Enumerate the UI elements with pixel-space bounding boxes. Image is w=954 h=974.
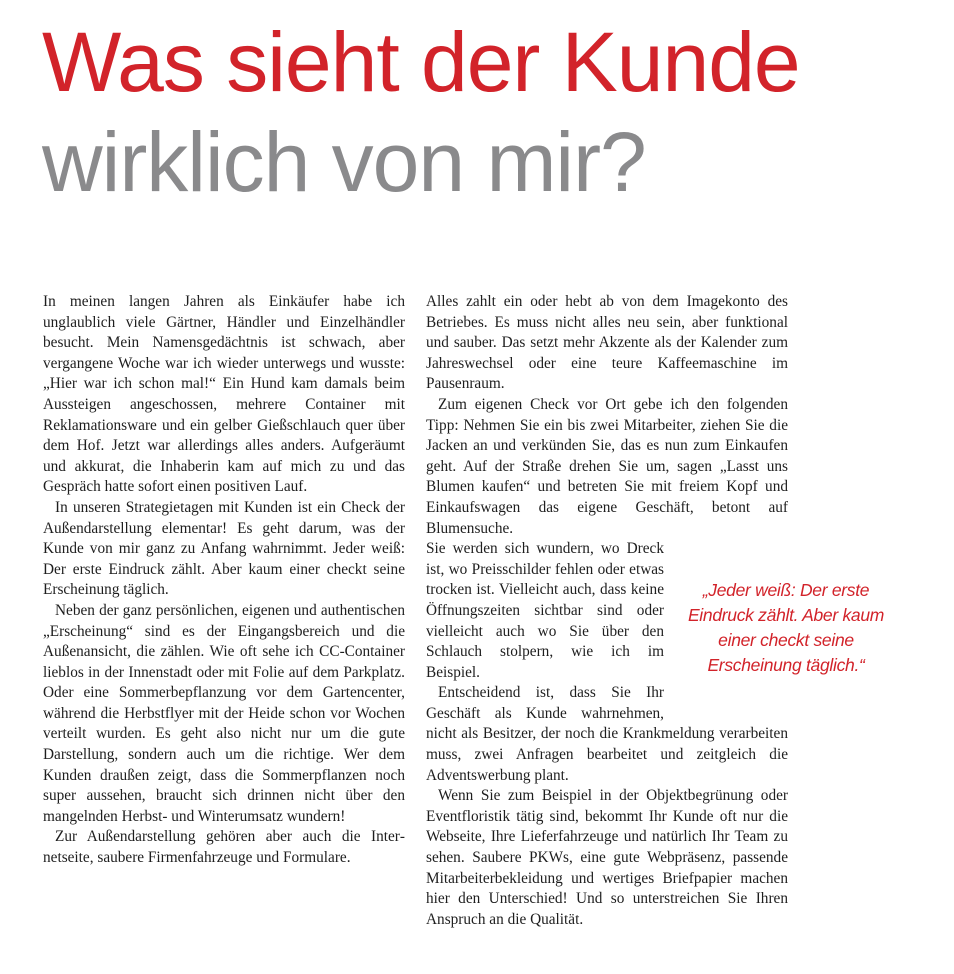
- paragraph: In unseren Strategietagen mit Kunden ist ein Check der Außendarstellung elementar! Es geht darum, was der Kunde von mir ganz zu Anfang wahrnimmt. Jeder weiß: Der erste Eindruck zählt. Aber kaum einer checkt seine Erscheinung täglich.: [43, 498, 405, 599]
- headline-line-2: wirklich von mir?: [42, 115, 646, 209]
- paragraph: Zur Außendarstellung gehören aber auch die Internetseite, saubere Firmenfahrzeuge und Formulare.: [43, 828, 405, 867]
- paragraph: In meinen langen Jahren als Einkäufer habe ich unglaublich viele Gärtner, Händler und Einzelhändler besucht. Mein Namensgedächtnis ist schwach, aber vergangene Woche war ich wieder unterwegs und wusste: „Hier war ich schon mal!“ Ein Hund kam damals beim Aussteigen angeschossen, mehrere Container mit Reklamationsware und ein gelber Gießschlauch quer über dem Hof. Jetzt war allerdings alles anders. Aufgeräumt und akkurat, die Inhaberin kam auf mich zu und das Gespräch hatte sofort einen positiven Lauf.: [43, 293, 405, 496]
- paragraph: Sie werden sich wundern, wo Dreck ist, wo Preisschilder fehlen oder etwas trocken ist. Vielleicht auch, dass keine Öffnungszeiten sichtbar sind oder vielleicht auch wo Sie über den Schlauch stolpern, wie ich im Beispiel.: [426, 540, 664, 681]
- paragraph: Zum eigenen Check vor Ort gebe ich den folgenden Tipp: Nehmen Sie ein bis zwei Mitarbeiter, ziehen Sie die Jacken an und verkünden Sie, das es nun zum Einkaufen geht. Auf der Straße drehen Sie um, sagen „Lasst uns Blumen kaufen“ und betreten Sie mit freiem Kopf und Einkaufswagen das eigene Geschäft, betont auf Blumensuche.: [426, 395, 788, 537]
- article-left-column: [43, 292, 405, 869]
- paragraph: Alles zahlt ein oder hebt ab von dem Imagekonto des Betriebes. Es muss nicht alles neu sein, aber funktional und sauber. Das setzt mehr Akzente als der Kalender zum Jahreswechsel oder eine teure Kaffeemaschine im Pausenraum.: [426, 293, 788, 393]
- paragraph: Neben der ganz persönlichen, eigenen und authentischen „Erscheinung“ sind es der Eingangsbereich und die Außenansicht, die zählen. Wie oft sehe ich CC-Container lieblos in der Innenstadt oder mit Folie auf dem Parkplatz. Oder eine Sommerbepflanzung vor dem Gartencenter, während die Herbstflyer mit der Heide schon vor Wochen verteilt wurden. Es geht also nicht nur um die gute Darstellung, sondern auch um die richtige. Wer dem Kunden draußen zeigt, dass die Sommerpflanzen noch super aussehen, braucht sich drinnen nicht über den mangelnden Herbst- und Winterumsatz wundern!: [43, 601, 405, 825]
- pull-quote: „Jeder weiß: Der erste Eindruck zählt. Aber kaum einer checkt seine Erscheinung täglich.“: [687, 580, 885, 675]
- headline-line-1: Was sieht der Kunde: [42, 15, 800, 109]
- paragraph: Entscheidend ist, dass Sie Ihr Geschäft als Kunde wahrnehmen, nicht als Besitzer, der noch die Krankmeldung verarbeiten muss, zwei Anfragen bearbeitet und zeitgleich die Adventswerbung plant.: [426, 684, 788, 784]
- paragraph: Wenn Sie zum Beispiel in der Objektbegrünung oder Eventfloristik tätig sind, bekommt Ihr Kunde oft nur die Webseite, Ihre Lieferfahrzeuge und natürlich Ihr Team zu sehen. Saubere PKWs, eine gute Webpräsenz, passende Mitarbeiterbekleidung und wertiges Briefpapier machen hier den Unterschied! Und so unterstreichen Sie Ihren Anspruch an die Qualität.: [426, 787, 788, 928]
